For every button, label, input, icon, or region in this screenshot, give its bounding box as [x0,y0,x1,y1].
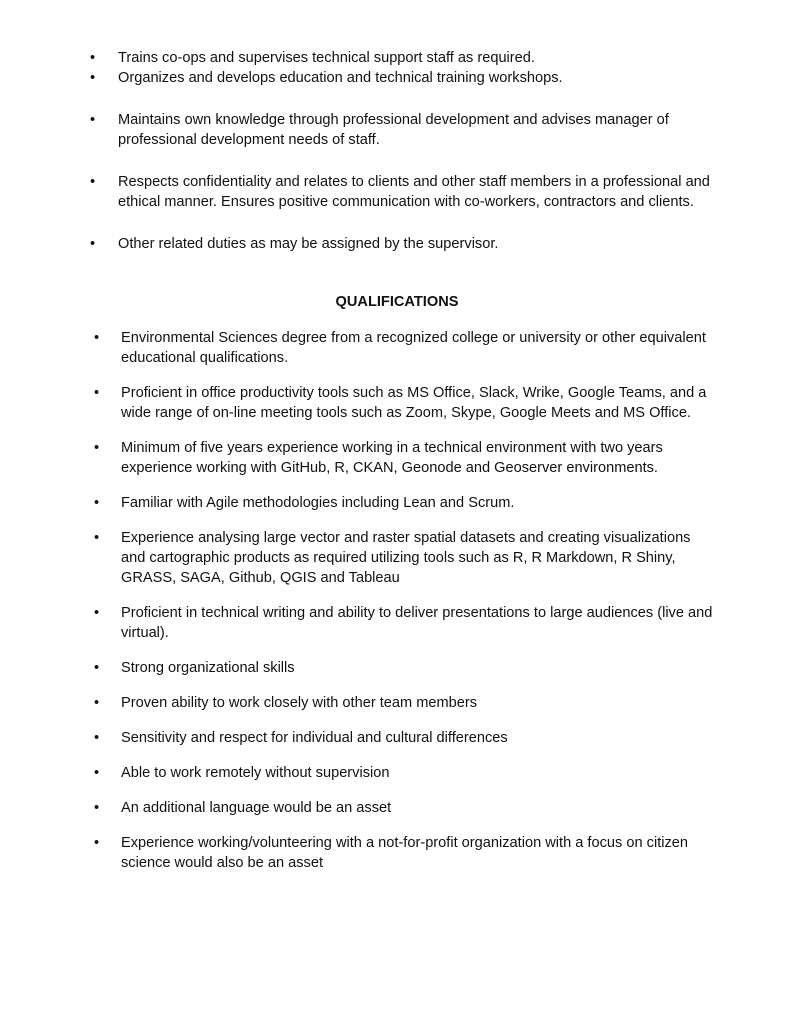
bullet-icon: • [94,330,100,346]
list-item [0,728,794,748]
list-item [0,68,794,88]
bullet-icon: • [90,70,96,86]
list-item [0,172,794,212]
list-item [0,693,794,713]
bullet-icon: • [94,660,100,676]
list-item [0,493,794,513]
qualifications-list [0,328,794,888]
list-item [0,658,794,678]
list-item [0,234,794,254]
bullet-icon: • [94,605,100,621]
duties-list [0,48,794,254]
list-item-text: Other related duties as may be assigned by the supervisor. [118,236,499,252]
list-item [0,528,794,588]
list-item-text: Proficient in office productivity tools such as MS Office, Slack, Wrike, Google Teams, and a wide range of on-line meeting tools such as Zoom, Skype, Google Meets and MS Office. [121,385,707,421]
list-item [0,48,794,68]
list-item-text: Environmental Sciences degree from a recognized college or university or other equivalent educational qualifications. [121,330,706,366]
bullet-icon: • [94,495,100,511]
list-item [0,798,794,818]
list-item [0,603,794,643]
list-item-text: Organizes and develops education and technical training workshops. [118,70,563,86]
bullet-icon: • [90,236,96,252]
list-item-text: Strong organizational skills [121,660,295,676]
bullet-icon: • [94,440,100,456]
list-item [0,438,794,478]
list-item [0,110,794,150]
list-item [0,763,794,783]
list-item-text: Sensitivity and respect for individual and cultural differences [121,730,508,746]
bullet-icon: • [90,112,96,128]
list-item-text: Respects confidentiality and relates to clients and other staff members in a professional and ethical manner. Ensures positive communication with co-workers, contractors and clients. [118,174,710,210]
list-item-text: Proven ability to work closely with other team members [121,695,478,711]
bullet-icon: • [94,800,100,816]
list-item [0,383,794,423]
list-item [0,328,794,368]
bullet-icon: • [90,174,96,190]
list-item-text: An additional language would be an asset [121,800,392,816]
list-item-text: Maintains own knowledge through professional development and advises manager of professional development needs of staff. [118,112,669,148]
list-item-text: Experience working/volunteering with a not-for-profit organization with a focus on citizen science would also be an asset [121,835,689,871]
list-item-text: Familiar with Agile methodologies including Lean and Scrum. [121,495,515,511]
bullet-icon: • [94,530,100,546]
bullet-icon: • [94,695,100,711]
list-item-text: Able to work remotely without supervision [121,765,390,781]
bullet-icon: • [94,385,100,401]
section-heading: QUALIFICATIONS [335,294,459,310]
list-item-text: Proficient in technical writing and ability to deliver presentations to large audiences (live and virtual). [121,605,713,641]
bullet-icon: • [90,50,96,66]
list-item-text: Minimum of five years experience working in a technical environment with two years experience working with GitHub, R, CKAN, Geonode and Geoserver environments. [121,440,663,476]
bullet-icon: • [94,765,100,781]
bullet-icon: • [94,835,100,851]
list-item-text: Trains co-ops and supervises technical support staff as required. [118,50,535,66]
list-item [0,833,794,873]
list-item-text: Experience analysing large vector and raster spatial datasets and creating visualizations and cartographic products as required utilizing tools such as R, R Markdown, R Shiny, GRASS, SAGA, Github, QGIS and Tableau [121,530,691,586]
bullet-icon: • [94,730,100,746]
